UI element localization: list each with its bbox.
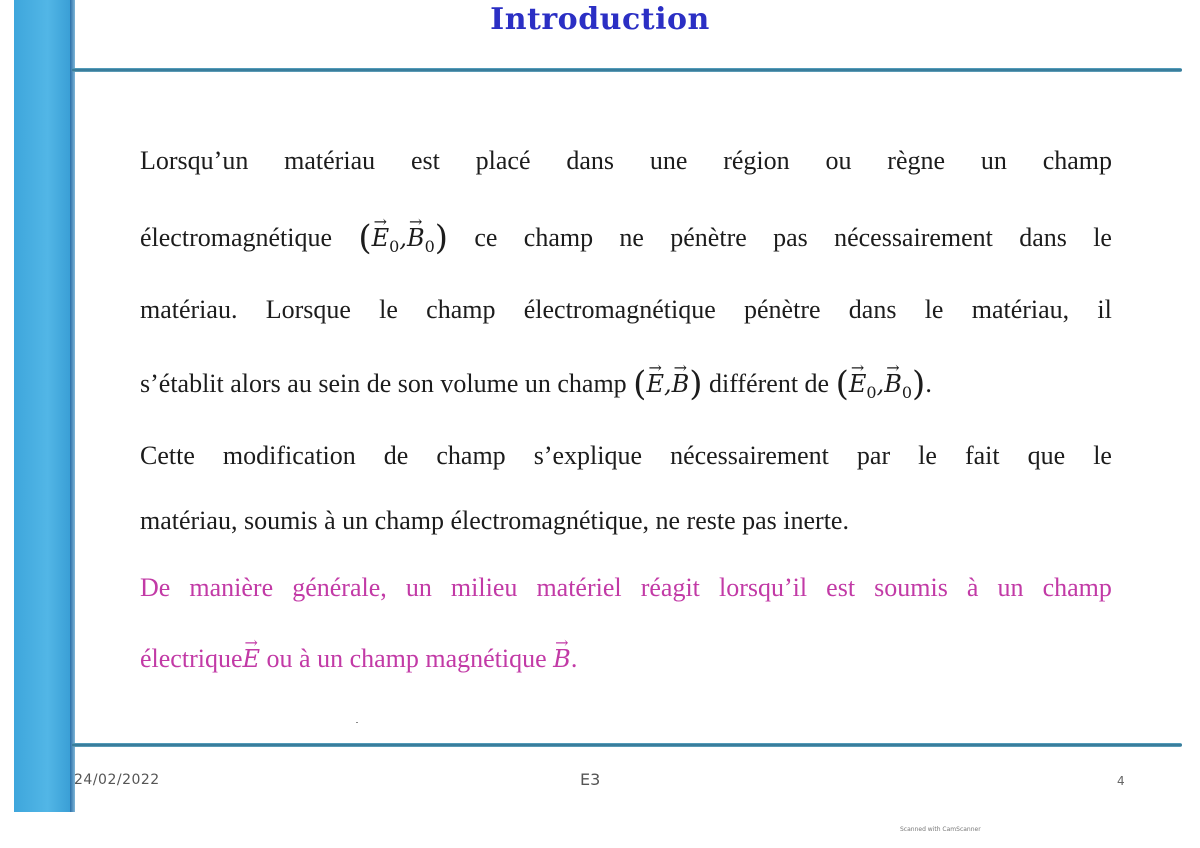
word: par (856, 441, 891, 470)
word: le (918, 441, 937, 470)
word: modification (222, 441, 356, 470)
word: le (379, 295, 398, 324)
word: dans (848, 295, 897, 324)
math-vector-b (553, 645, 571, 673)
word: matériau, (971, 295, 1070, 324)
word: lorsqu’il (718, 573, 808, 602)
subscript: 0 (389, 237, 400, 256)
word: De (140, 573, 171, 602)
word: nécessairement (670, 441, 829, 470)
subscript: 0 (901, 383, 913, 402)
word: champ (426, 295, 496, 324)
paragraph-line-2 (140, 218, 1112, 263)
subscript: 0 (424, 237, 435, 256)
math-field-e-b: (→ E,→ B) (633, 370, 702, 398)
highlight-line-1 (140, 572, 1112, 604)
footer-center-label: E3 (580, 770, 601, 789)
vector-e: → E (372, 222, 390, 254)
scanner-watermark: Scanned with CamScanner (900, 826, 981, 833)
slide-title: Introduction (490, 2, 710, 37)
word: matériau. (140, 295, 238, 324)
word: Lorsque (265, 295, 351, 324)
subscript: 0 (866, 383, 877, 402)
word: champ (523, 223, 594, 252)
line-text: matériau, soumis à un champ électromagnétique, ne reste pas inerte. (140, 506, 849, 535)
top-divider (72, 68, 1182, 72)
word: de (383, 441, 409, 470)
paragraph-line-3 (140, 294, 1112, 326)
word: Cette (140, 441, 195, 470)
math-vector-e (243, 645, 261, 673)
paragraph-line-1 (140, 145, 1112, 177)
paragraph-line-5 (140, 440, 1112, 472)
word: soumis (874, 573, 948, 602)
word: manière (189, 573, 274, 602)
footer-page-number: 4 (1117, 774, 1125, 788)
word: matériau (284, 146, 376, 175)
word: générale, (292, 573, 387, 602)
word: le (924, 295, 944, 324)
word: le (1093, 441, 1112, 470)
word: est (410, 146, 440, 175)
word: ce (474, 223, 498, 252)
word: ne (619, 223, 644, 252)
word: que (1027, 441, 1066, 470)
math-field-e0-b0: (→ $E_0,\to B_0$) (836, 370, 926, 398)
word: Lorsqu’un (140, 146, 249, 175)
period: . (925, 369, 932, 398)
word: champ (1042, 146, 1112, 175)
line-text: s’établit alors au sein de son volume un champ (140, 369, 627, 398)
word: électromagnétique (140, 223, 333, 252)
word: milieu (450, 573, 518, 602)
vector-b: → B (407, 222, 425, 254)
paragraph-line-4 (140, 364, 1112, 409)
word: ou (825, 146, 852, 175)
word: un (405, 573, 432, 602)
word: champ (1042, 573, 1112, 602)
line-text: électrique (140, 644, 243, 673)
word: matériel (536, 573, 622, 602)
word: est (826, 573, 856, 602)
left-accent-edge (70, 0, 75, 812)
math-field-e0-b0: (→ E0,→ B0) (358, 222, 448, 263)
word: un (980, 146, 1007, 175)
vector-b: → B (884, 368, 902, 400)
vector-e: → E (243, 643, 261, 675)
word: électromagnétique (523, 295, 716, 324)
left-accent-band (14, 0, 70, 812)
word: dans (1019, 223, 1067, 252)
vector-b: → B (672, 368, 690, 400)
line-text: ou à un champ magnétique (266, 644, 547, 673)
vector-e: → E (646, 368, 664, 400)
word: il (1097, 295, 1112, 324)
word: le (1093, 223, 1112, 252)
word: pénètre (744, 295, 821, 324)
paragraph-line-6 (140, 505, 1112, 537)
period: . (570, 644, 578, 673)
word: région (723, 146, 790, 175)
footer-date: 24/02/2022 (74, 772, 160, 788)
word: s’explique (533, 441, 643, 470)
highlight-line-2 (140, 643, 1112, 675)
scan-speck (356, 722, 358, 723)
word: à (966, 573, 979, 602)
word: un (997, 573, 1024, 602)
line-text: différent de (709, 369, 830, 398)
word: pas (773, 223, 808, 252)
word: réagit (640, 573, 700, 602)
word: une (649, 146, 688, 175)
vector-e: → E (849, 368, 867, 400)
bottom-divider (72, 743, 1182, 747)
word: fait (964, 441, 1000, 470)
word: champ (436, 441, 506, 470)
word: dans (566, 146, 614, 175)
word: pénètre (670, 223, 747, 252)
word: nécessairement (834, 223, 993, 252)
word: règne (887, 146, 946, 175)
vector-b: → B (553, 643, 571, 675)
word: placé (475, 146, 531, 175)
